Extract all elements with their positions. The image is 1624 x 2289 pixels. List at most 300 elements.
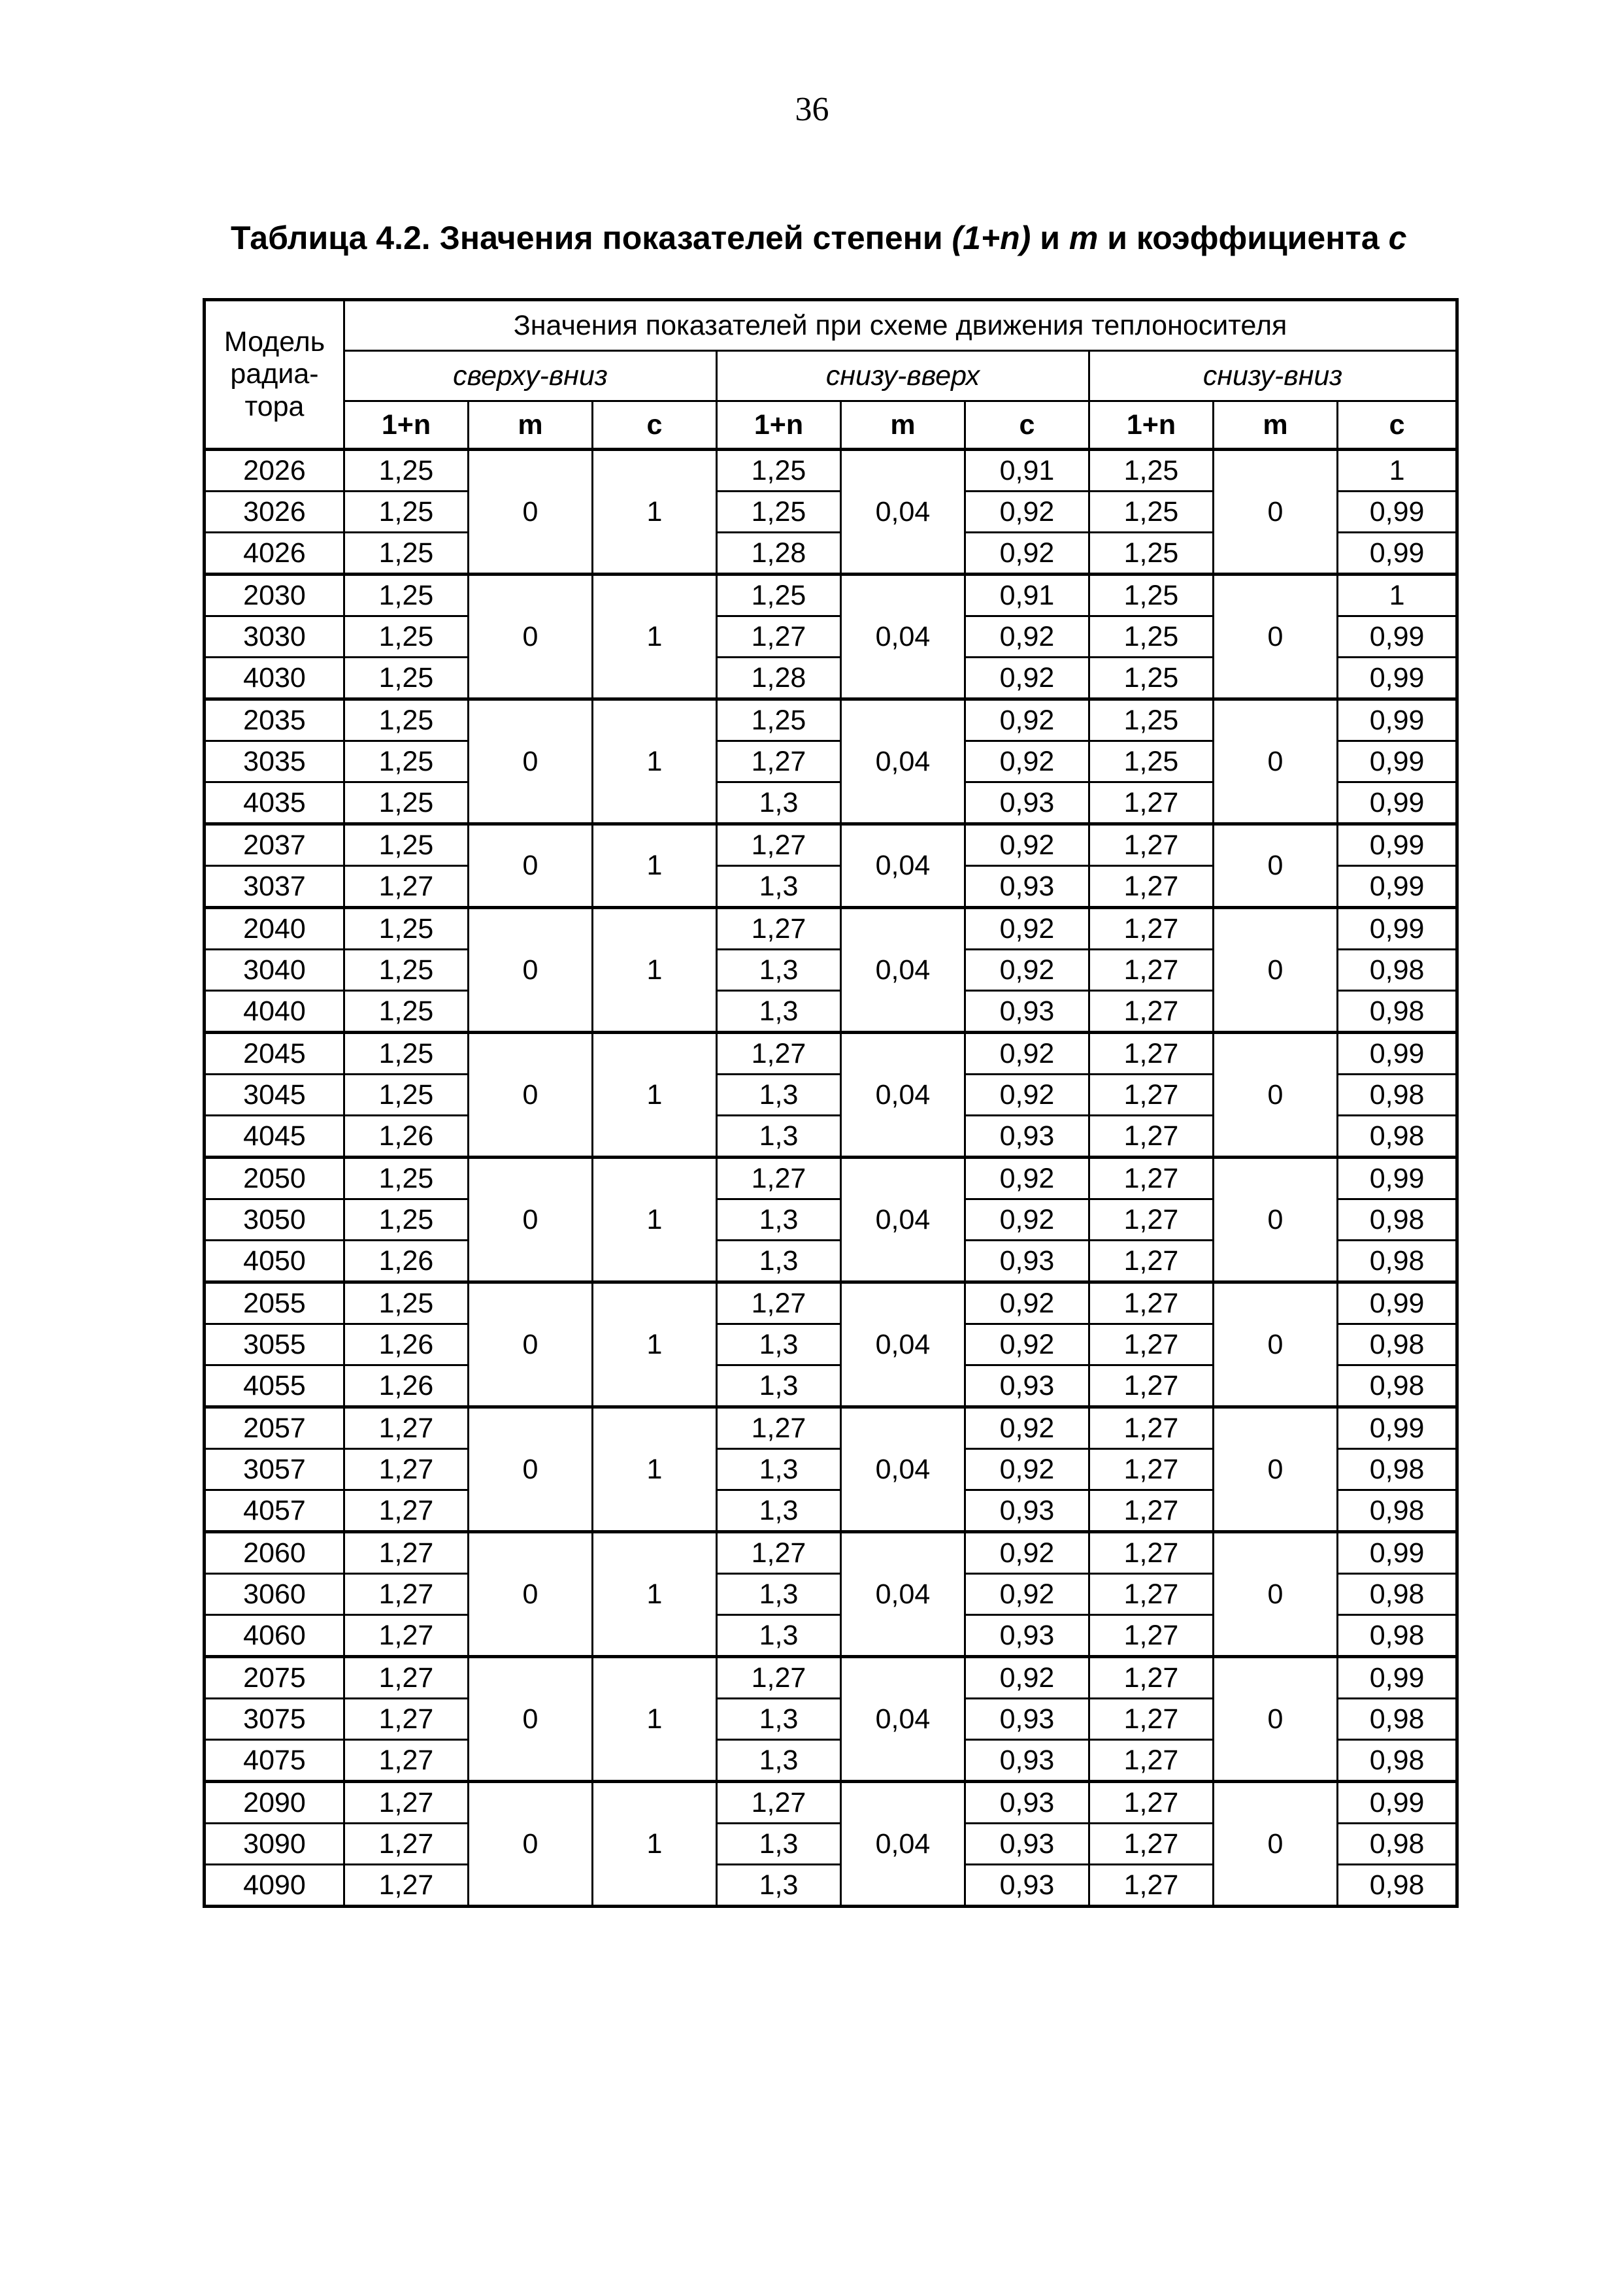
top-down-c-cell: 1: [593, 1657, 717, 1782]
bottom-down-n-cell: 1,25: [1089, 492, 1214, 533]
table-row: [205, 1158, 1457, 1199]
model-cell: 4040: [205, 991, 344, 1033]
bottom-down-c-cell: 0,98: [1338, 1574, 1457, 1615]
bottom-down-n-cell: 1,25: [1089, 533, 1214, 575]
top-down-n-cell: 1,25: [344, 950, 469, 991]
bottom-down-n-cell: 1,27: [1089, 908, 1214, 950]
top-down-c-cell: 1: [593, 1407, 717, 1532]
bottom-down-n-cell: 1,27: [1089, 1324, 1214, 1365]
model-cell: 4060: [205, 1615, 344, 1657]
bottom-down-n-cell: 1,27: [1089, 1282, 1214, 1324]
scheme-header-bottom-down: снизу-вниз: [1089, 351, 1457, 401]
bottom-down-c-cell: 0,99: [1338, 1282, 1457, 1324]
bottom-up-c-cell: 0,93: [965, 866, 1089, 908]
bottom-down-c-cell: 0,98: [1338, 1490, 1457, 1532]
bottom-up-c-cell: 0,93: [965, 1699, 1089, 1740]
bottom-down-c-cell: 0,98: [1338, 1615, 1457, 1657]
bottom-down-n-cell: 1,27: [1089, 1199, 1214, 1241]
bottom-down-c-cell: 0,98: [1338, 1740, 1457, 1782]
bottom-down-c-cell: 0,98: [1338, 1365, 1457, 1407]
bottom-down-c-cell: 0,98: [1338, 1449, 1457, 1490]
bottom-up-m-cell: 0,04: [841, 699, 965, 824]
top-down-n-cell: 1,25: [344, 450, 469, 492]
bottom-down-c-cell: 0,99: [1338, 741, 1457, 782]
table-row: [205, 1657, 1457, 1699]
bottom-down-c-cell: 0,99: [1338, 908, 1457, 950]
bottom-up-n-cell: 1,3: [717, 782, 841, 824]
bottom-up-n-cell: 1,27: [717, 824, 841, 866]
top-down-c-cell: 1: [593, 450, 717, 575]
bottom-up-n-cell: 1,3: [717, 866, 841, 908]
bottom-up-n-cell: 1,27: [717, 1033, 841, 1075]
bottom-up-c-cell: 0,92: [965, 1075, 1089, 1116]
model-cell: 2030: [205, 575, 344, 616]
model-cell: 3037: [205, 866, 344, 908]
top-down-n-cell: 1,25: [344, 782, 469, 824]
bottom-up-c-cell: 0,93: [965, 1615, 1089, 1657]
top-down-n-cell: 1,26: [344, 1324, 469, 1365]
bottom-down-m-cell: 0: [1214, 1532, 1338, 1657]
bottom-up-n-cell: 1,28: [717, 533, 841, 575]
top-down-m-cell: 0: [469, 824, 593, 908]
top-down-n-cell: 1,27: [344, 1782, 469, 1824]
bottom-down-c-cell: 0,99: [1338, 1532, 1457, 1574]
subheader-n-2: 1+n: [717, 401, 841, 450]
bottom-down-m-cell: 0: [1214, 450, 1338, 575]
model-cell: 3075: [205, 1699, 344, 1740]
bottom-down-n-cell: 1,27: [1089, 1241, 1214, 1282]
model-cell: 3055: [205, 1324, 344, 1365]
caption-prefix: Таблица 4.2. Значения показателей степени: [231, 220, 952, 256]
bottom-down-m-cell: 0: [1214, 1282, 1338, 1407]
bottom-up-n-cell: 1,3: [717, 1574, 841, 1615]
subheader-m-1: m: [469, 401, 593, 450]
bottom-up-c-cell: 0,92: [965, 658, 1089, 699]
model-cell: 3050: [205, 1199, 344, 1241]
top-down-c-cell: 1: [593, 1158, 717, 1282]
top-down-n-cell: 1,27: [344, 1490, 469, 1532]
model-cell: 2057: [205, 1407, 344, 1449]
bottom-up-m-cell: 0,04: [841, 908, 965, 1033]
subheader-m-3: m: [1214, 401, 1338, 450]
bottom-down-n-cell: 1,27: [1089, 1033, 1214, 1075]
model-cell: 4050: [205, 1241, 344, 1282]
top-down-m-cell: 0: [469, 908, 593, 1033]
bottom-down-m-cell: 0: [1214, 1158, 1338, 1282]
model-cell: 4035: [205, 782, 344, 824]
bottom-down-c-cell: 0,99: [1338, 492, 1457, 533]
bottom-up-m-cell: 0,04: [841, 1407, 965, 1532]
bottom-up-n-cell: 1,27: [717, 616, 841, 658]
model-cell: 2040: [205, 908, 344, 950]
bottom-up-m-cell: 0,04: [841, 1033, 965, 1158]
bottom-down-c-cell: 0,98: [1338, 1116, 1457, 1158]
bottom-down-c-cell: 0,98: [1338, 1324, 1457, 1365]
bottom-up-c-cell: 0,93: [965, 1365, 1089, 1407]
table-row: [205, 1282, 1457, 1324]
bottom-down-c-cell: 0,99: [1338, 1033, 1457, 1075]
bottom-up-n-cell: 1,27: [717, 741, 841, 782]
top-down-n-cell: 1,26: [344, 1365, 469, 1407]
top-down-n-cell: 1,27: [344, 866, 469, 908]
bottom-up-n-cell: 1,3: [717, 1490, 841, 1532]
bottom-up-c-cell: 0,92: [965, 616, 1089, 658]
bottom-up-c-cell: 0,93: [965, 782, 1089, 824]
top-down-m-cell: 0: [469, 1532, 593, 1657]
bottom-down-c-cell: 0,99: [1338, 1657, 1457, 1699]
bottom-up-m-cell: 0,04: [841, 1158, 965, 1282]
bottom-up-c-cell: 0,93: [965, 1865, 1089, 1907]
top-down-n-cell: 1,25: [344, 908, 469, 950]
bottom-down-m-cell: 0: [1214, 699, 1338, 824]
bottom-down-c-cell: 1: [1338, 575, 1457, 616]
subheader-c-3: c: [1338, 401, 1457, 450]
bottom-down-n-cell: 1,27: [1089, 1490, 1214, 1532]
model-cell: 2050: [205, 1158, 344, 1199]
bottom-down-n-cell: 1,27: [1089, 1615, 1214, 1657]
top-down-c-cell: 1: [593, 908, 717, 1033]
bottom-up-c-cell: 0,91: [965, 450, 1089, 492]
bottom-up-c-cell: 0,92: [965, 950, 1089, 991]
top-down-n-cell: 1,25: [344, 616, 469, 658]
top-down-n-cell: 1,27: [344, 1574, 469, 1615]
bottom-up-c-cell: 0,92: [965, 699, 1089, 741]
bottom-up-c-cell: 0,93: [965, 1241, 1089, 1282]
model-group: [205, 575, 1457, 699]
top-down-n-cell: 1,26: [344, 1241, 469, 1282]
model-cell: 2045: [205, 1033, 344, 1075]
bottom-up-c-cell: 0,92: [965, 1449, 1089, 1490]
bottom-up-c-cell: 0,93: [965, 1116, 1089, 1158]
bottom-down-n-cell: 1,27: [1089, 991, 1214, 1033]
bottom-down-c-cell: 0,99: [1338, 533, 1457, 575]
top-down-n-cell: 1,25: [344, 991, 469, 1033]
top-down-n-cell: 1,27: [344, 1532, 469, 1574]
model-cell: 2090: [205, 1782, 344, 1824]
top-down-n-cell: 1,27: [344, 1407, 469, 1449]
bottom-down-c-cell: 0,99: [1338, 658, 1457, 699]
model-group: [205, 699, 1457, 824]
model-cell: 2075: [205, 1657, 344, 1699]
model-cell: 3026: [205, 492, 344, 533]
model-cell: 4075: [205, 1740, 344, 1782]
bottom-up-n-cell: 1,3: [717, 1365, 841, 1407]
top-down-n-cell: 1,25: [344, 741, 469, 782]
bottom-up-n-cell: 1,3: [717, 991, 841, 1033]
bottom-down-c-cell: 0,99: [1338, 824, 1457, 866]
bottom-up-n-cell: 1,3: [717, 1699, 841, 1740]
bottom-up-m-cell: 0,04: [841, 450, 965, 575]
top-down-m-cell: 0: [469, 450, 593, 575]
table-row: [205, 450, 1457, 492]
bottom-up-n-cell: 1,3: [717, 1241, 841, 1282]
table-row: [205, 1033, 1457, 1075]
model-cell: 2037: [205, 824, 344, 866]
bottom-up-c-cell: 0,93: [965, 1824, 1089, 1865]
bottom-down-m-cell: 0: [1214, 575, 1338, 699]
bottom-up-n-cell: 1,27: [717, 1282, 841, 1324]
model-group: [205, 824, 1457, 908]
top-down-c-cell: 1: [593, 699, 717, 824]
bottom-up-c-cell: 0,92: [965, 492, 1089, 533]
model-cell: 3030: [205, 616, 344, 658]
bottom-down-n-cell: 1,27: [1089, 1574, 1214, 1615]
subheader-m-2: m: [841, 401, 965, 450]
subheader-c-2: c: [965, 401, 1089, 450]
bottom-up-c-cell: 0,92: [965, 1158, 1089, 1199]
model-cell: 3040: [205, 950, 344, 991]
model-cell: 4030: [205, 658, 344, 699]
bottom-up-c-cell: 0,92: [965, 1532, 1089, 1574]
table-row: [205, 1782, 1457, 1824]
bottom-down-n-cell: 1,27: [1089, 1657, 1214, 1699]
bottom-down-n-cell: 1,27: [1089, 1699, 1214, 1740]
table-row: [205, 1532, 1457, 1574]
top-down-m-cell: 0: [469, 1282, 593, 1407]
bottom-down-c-cell: 0,98: [1338, 1075, 1457, 1116]
bottom-up-n-cell: 1,3: [717, 1740, 841, 1782]
bottom-up-m-cell: 0,04: [841, 824, 965, 908]
table-header: [205, 300, 1457, 450]
top-down-m-cell: 0: [469, 1033, 593, 1158]
model-cell: 2060: [205, 1532, 344, 1574]
top-down-n-cell: 1,26: [344, 1116, 469, 1158]
bottom-up-n-cell: 1,3: [717, 1865, 841, 1907]
scheme-header-top-down: сверху-вниз: [344, 351, 717, 401]
bottom-up-n-cell: 1,25: [717, 699, 841, 741]
top-down-n-cell: 1,25: [344, 575, 469, 616]
bottom-down-n-cell: 1,25: [1089, 658, 1214, 699]
bottom-up-c-cell: 0,93: [965, 991, 1089, 1033]
bottom-down-n-cell: 1,27: [1089, 824, 1214, 866]
bottom-up-c-cell: 0,92: [965, 824, 1089, 866]
bottom-down-m-cell: 0: [1214, 824, 1338, 908]
bottom-down-n-cell: 1,27: [1089, 1075, 1214, 1116]
bottom-up-c-cell: 0,92: [965, 741, 1089, 782]
bottom-up-m-cell: 0,04: [841, 1532, 965, 1657]
values-group-header: Значения показателей при схеме движения теплоносителя: [344, 300, 1457, 351]
top-down-n-cell: 1,27: [344, 1699, 469, 1740]
top-down-n-cell: 1,27: [344, 1740, 469, 1782]
bottom-up-c-cell: 0,92: [965, 1574, 1089, 1615]
model-cell: 2035: [205, 699, 344, 741]
model-cell: 3060: [205, 1574, 344, 1615]
bottom-down-m-cell: 0: [1214, 1782, 1338, 1907]
bottom-down-c-cell: 1: [1338, 450, 1457, 492]
top-down-n-cell: 1,25: [344, 1199, 469, 1241]
radiator-exponents-table: [203, 298, 1459, 1908]
bottom-up-c-cell: 0,92: [965, 1407, 1089, 1449]
model-cell: 4055: [205, 1365, 344, 1407]
top-down-c-cell: 1: [593, 575, 717, 699]
bottom-down-n-cell: 1,27: [1089, 1449, 1214, 1490]
bottom-up-c-cell: 0,93: [965, 1782, 1089, 1824]
top-down-c-cell: 1: [593, 1532, 717, 1657]
bottom-down-n-cell: 1,27: [1089, 866, 1214, 908]
top-down-m-cell: 0: [469, 1782, 593, 1907]
top-down-n-cell: 1,27: [344, 1824, 469, 1865]
bottom-up-n-cell: 1,25: [717, 492, 841, 533]
bottom-down-n-cell: 1,27: [1089, 950, 1214, 991]
model-cell: 4057: [205, 1490, 344, 1532]
bottom-down-n-cell: 1,27: [1089, 1824, 1214, 1865]
top-down-c-cell: 1: [593, 1033, 717, 1158]
bottom-up-n-cell: 1,3: [717, 950, 841, 991]
bottom-down-c-cell: 0,98: [1338, 1865, 1457, 1907]
top-down-m-cell: 0: [469, 1657, 593, 1782]
top-down-c-cell: 1: [593, 824, 717, 908]
bottom-up-n-cell: 1,3: [717, 1449, 841, 1490]
model-group: [205, 1158, 1457, 1282]
bottom-up-n-cell: 1,3: [717, 1116, 841, 1158]
bottom-up-c-cell: 0,92: [965, 533, 1089, 575]
top-down-n-cell: 1,25: [344, 492, 469, 533]
bottom-up-n-cell: 1,3: [717, 1324, 841, 1365]
bottom-down-c-cell: 0,98: [1338, 991, 1457, 1033]
top-down-n-cell: 1,25: [344, 699, 469, 741]
bottom-up-n-cell: 1,27: [717, 1407, 841, 1449]
top-down-m-cell: 0: [469, 1407, 593, 1532]
top-down-n-cell: 1,25: [344, 824, 469, 866]
subheader-c-1: c: [593, 401, 717, 450]
bottom-up-c-cell: 0,92: [965, 1033, 1089, 1075]
bottom-down-n-cell: 1,25: [1089, 616, 1214, 658]
bottom-down-n-cell: 1,25: [1089, 575, 1214, 616]
top-down-m-cell: 0: [469, 575, 593, 699]
bottom-up-c-cell: 0,92: [965, 1199, 1089, 1241]
bottom-down-n-cell: 1,27: [1089, 1365, 1214, 1407]
bottom-down-n-cell: 1,27: [1089, 1740, 1214, 1782]
table-row: [205, 699, 1457, 741]
top-down-m-cell: 0: [469, 1158, 593, 1282]
top-down-n-cell: 1,27: [344, 1865, 469, 1907]
bottom-up-c-cell: 0,92: [965, 908, 1089, 950]
bottom-down-n-cell: 1,27: [1089, 1158, 1214, 1199]
bottom-down-c-cell: 0,99: [1338, 1158, 1457, 1199]
bottom-down-c-cell: 0,98: [1338, 950, 1457, 991]
bottom-down-m-cell: 0: [1214, 1407, 1338, 1532]
bottom-up-n-cell: 1,27: [717, 1657, 841, 1699]
top-down-c-cell: 1: [593, 1782, 717, 1907]
bottom-down-n-cell: 1,27: [1089, 1865, 1214, 1907]
bottom-down-n-cell: 1,25: [1089, 450, 1214, 492]
caption-m-variable: m: [1069, 220, 1099, 256]
subheader-n-3: 1+n: [1089, 401, 1214, 450]
model-column-header: Модель радиа- тора: [205, 300, 344, 450]
caption-suffix: и коэффициента: [1098, 220, 1389, 256]
model-cell: 3035: [205, 741, 344, 782]
bottom-up-n-cell: 1,27: [717, 908, 841, 950]
bottom-down-n-cell: 1,27: [1089, 1407, 1214, 1449]
table-row: [205, 824, 1457, 866]
bottom-down-m-cell: 0: [1214, 1657, 1338, 1782]
bottom-down-c-cell: 0,98: [1338, 1699, 1457, 1740]
model-group: [205, 908, 1457, 1033]
bottom-down-n-cell: 1,25: [1089, 699, 1214, 741]
model-cell: 3090: [205, 1824, 344, 1865]
bottom-up-m-cell: 0,04: [841, 1782, 965, 1907]
top-down-n-cell: 1,27: [344, 1615, 469, 1657]
bottom-down-n-cell: 1,27: [1089, 1782, 1214, 1824]
top-down-n-cell: 1,25: [344, 1158, 469, 1199]
bottom-down-n-cell: 1,27: [1089, 782, 1214, 824]
model-group: [205, 1657, 1457, 1782]
bottom-down-c-cell: 0,99: [1338, 866, 1457, 908]
model-group: [205, 1033, 1457, 1158]
page-number: 36: [795, 91, 829, 128]
bottom-up-n-cell: 1,3: [717, 1824, 841, 1865]
table-row: [205, 908, 1457, 950]
caption-mid: и: [1031, 220, 1069, 256]
bottom-up-m-cell: 0,04: [841, 1282, 965, 1407]
bottom-up-n-cell: 1,3: [717, 1075, 841, 1116]
table-row: [205, 1407, 1457, 1449]
table-caption: [231, 219, 1406, 257]
bottom-up-c-cell: 0,92: [965, 1282, 1089, 1324]
top-down-n-cell: 1,25: [344, 658, 469, 699]
top-down-m-cell: 0: [469, 699, 593, 824]
bottom-up-n-cell: 1,27: [717, 1532, 841, 1574]
top-down-n-cell: 1,27: [344, 1449, 469, 1490]
model-group: [205, 1282, 1457, 1407]
bottom-up-c-cell: 0,92: [965, 1657, 1089, 1699]
bottom-up-m-cell: 0,04: [841, 575, 965, 699]
bottom-up-c-cell: 0,93: [965, 1740, 1089, 1782]
model-cell: 2026: [205, 450, 344, 492]
model-cell: 3045: [205, 1075, 344, 1116]
bottom-down-c-cell: 0,99: [1338, 699, 1457, 741]
bottom-down-n-cell: 1,27: [1089, 1116, 1214, 1158]
bottom-down-m-cell: 0: [1214, 908, 1338, 1033]
bottom-up-n-cell: 1,25: [717, 575, 841, 616]
model-cell: 4045: [205, 1116, 344, 1158]
bottom-up-n-cell: 1,28: [717, 658, 841, 699]
top-down-c-cell: 1: [593, 1282, 717, 1407]
bottom-up-n-cell: 1,3: [717, 1615, 841, 1657]
top-down-n-cell: 1,25: [344, 1282, 469, 1324]
bottom-up-c-cell: 0,93: [965, 1490, 1089, 1532]
table-row: [205, 575, 1457, 616]
model-group: [205, 1532, 1457, 1657]
top-down-n-cell: 1,25: [344, 533, 469, 575]
bottom-down-c-cell: 0,99: [1338, 782, 1457, 824]
top-down-n-cell: 1,27: [344, 1657, 469, 1699]
model-group: [205, 1782, 1457, 1907]
model-cell: 4026: [205, 533, 344, 575]
caption-n-expression: (1+n): [952, 220, 1031, 256]
top-down-n-cell: 1,25: [344, 1033, 469, 1075]
model-cell: 2055: [205, 1282, 344, 1324]
bottom-up-n-cell: 1,27: [717, 1782, 841, 1824]
bottom-up-n-cell: 1,3: [717, 1199, 841, 1241]
subheader-n-1: 1+n: [344, 401, 469, 450]
scheme-header-bottom-up: снизу-вверх: [717, 351, 1089, 401]
model-group: [205, 1407, 1457, 1532]
bottom-down-c-cell: 0,98: [1338, 1199, 1457, 1241]
bottom-down-c-cell: 0,99: [1338, 616, 1457, 658]
bottom-up-c-cell: 0,92: [965, 1324, 1089, 1365]
bottom-up-n-cell: 1,27: [717, 1158, 841, 1199]
bottom-up-c-cell: 0,91: [965, 575, 1089, 616]
model-cell: 4090: [205, 1865, 344, 1907]
model-group: [205, 450, 1457, 575]
bottom-up-n-cell: 1,25: [717, 450, 841, 492]
bottom-up-m-cell: 0,04: [841, 1657, 965, 1782]
bottom-down-n-cell: 1,27: [1089, 1532, 1214, 1574]
bottom-down-m-cell: 0: [1214, 1033, 1338, 1158]
bottom-down-c-cell: 0,99: [1338, 1782, 1457, 1824]
bottom-down-c-cell: 0,99: [1338, 1407, 1457, 1449]
